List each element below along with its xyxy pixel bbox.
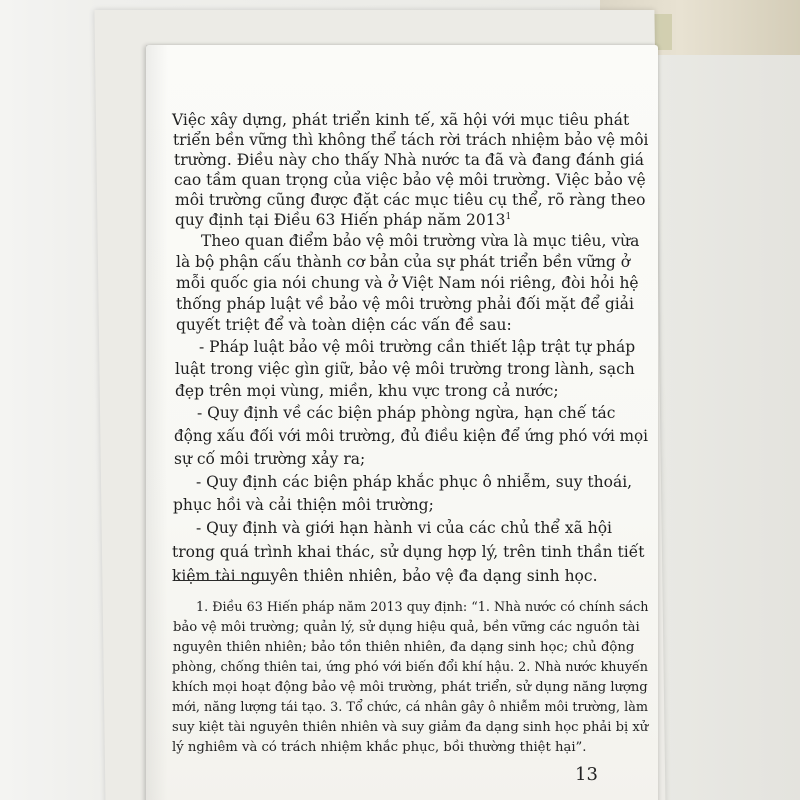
footnote-marker: 1 [505, 211, 512, 222]
body-line-text: quy định tại Điều 63 Hiến pháp năm 2013 [175, 211, 506, 229]
body-line: - Pháp luật bảo vệ môi trường cần thiết lập trật tự pháp [199, 338, 636, 356]
footnote-line: mới, năng lượng tái tạo. 3. Tổ chức, cá nhân gây ô nhiễm môi trường, làm [172, 700, 648, 715]
body-line [175, 211, 511, 229]
body-line: trường. Điều này cho thấy Nhà nước ta đã và đang đánh giá [174, 151, 645, 169]
body-line: - Quy định về các biện pháp phòng ngừa, hạn chế tác [197, 404, 616, 422]
page-shadow [146, 45, 168, 800]
footnote-line: nguyên thiên nhiên; bảo tồn thiên nhiên, đa dạng sinh học; chủ động [173, 640, 635, 655]
page-number: 13 [575, 764, 598, 785]
body-line: sự cố môi trường xảy ra; [174, 450, 366, 468]
body-line: quyết triệt để và toàn diện các vấn đề sau: [176, 316, 512, 334]
body-line: luật trong việc gìn giữ, bảo vệ môi trường trong lành, sạch [175, 360, 635, 378]
body-line: mỗi quốc gia nói chung và ở Việt Nam nói riêng, đòi hỏi hệ [176, 274, 639, 292]
body-line: thống pháp luật về bảo vệ môi trường phải đối mặt để giải [176, 295, 634, 313]
body-line: là bộ phận cấu thành cơ bản của sự phát triển bền vững ở [176, 253, 631, 271]
footnote-line: khích mọi hoạt động bảo vệ môi trường, phát triển, sử dụng năng lượng [172, 680, 648, 695]
body-line: cao tầm quan trọng của việc bảo vệ môi trường. Việc bảo vệ [174, 171, 646, 189]
body-line: kiệm tài nguyên thiên nhiên, bảo vệ đa dạng sinh học. [172, 567, 598, 585]
footnote-line: 1. Điều 63 Hiến pháp năm 2013 quy định: “1. Nhà nước có chính sách [196, 600, 649, 615]
body-line: triển bền vững thì không thể tách rời trách nhiệm bảo vệ môi [173, 131, 649, 149]
footnote-line: phòng, chống thiên tai, ứng phó với biến đổi khí hậu. 2. Nhà nước khuyến [172, 660, 648, 675]
body-line: Theo quan điểm bảo vệ môi trường vừa là mục tiêu, vừa [201, 232, 640, 250]
body-line: - Quy định các biện pháp khắc phục ô nhiễm, suy thoái, [196, 473, 633, 491]
footnote-line: suy kiệt tài nguyên thiên nhiên và suy giảm đa dạng sinh học phải bị xử [172, 720, 649, 735]
body-line: động xấu đối với môi trường, đủ điều kiện để ứng phó với mọi [174, 427, 649, 445]
body-line: - Quy định và giới hạn hành vi của các chủ thể xã hội [196, 519, 613, 537]
body-line: đẹp trên mọi vùng, miền, khu vực trong cả nước; [175, 382, 559, 400]
body-line: Việc xây dựng, phát triển kinh tế, xã hội với mục tiêu phát [172, 111, 630, 129]
footnote-line: bảo vệ môi trường; quản lý, sử dụng hiệu quả, bền vững các nguồn tài [173, 620, 640, 635]
body-line: phục hồi và cải thiện môi trường; [173, 496, 434, 514]
footnote-line: lý nghiêm và có trách nhiệm khắc phục, bồi thường thiệt hại”. [172, 740, 587, 755]
body-line: trong quá trình khai thác, sử dụng hợp lý, trên tinh thần tiết [172, 543, 645, 561]
footnote-divider [176, 580, 271, 581]
body-line: môi trường cũng được đặt các mục tiêu cụ thể, rõ ràng theo [175, 191, 646, 209]
